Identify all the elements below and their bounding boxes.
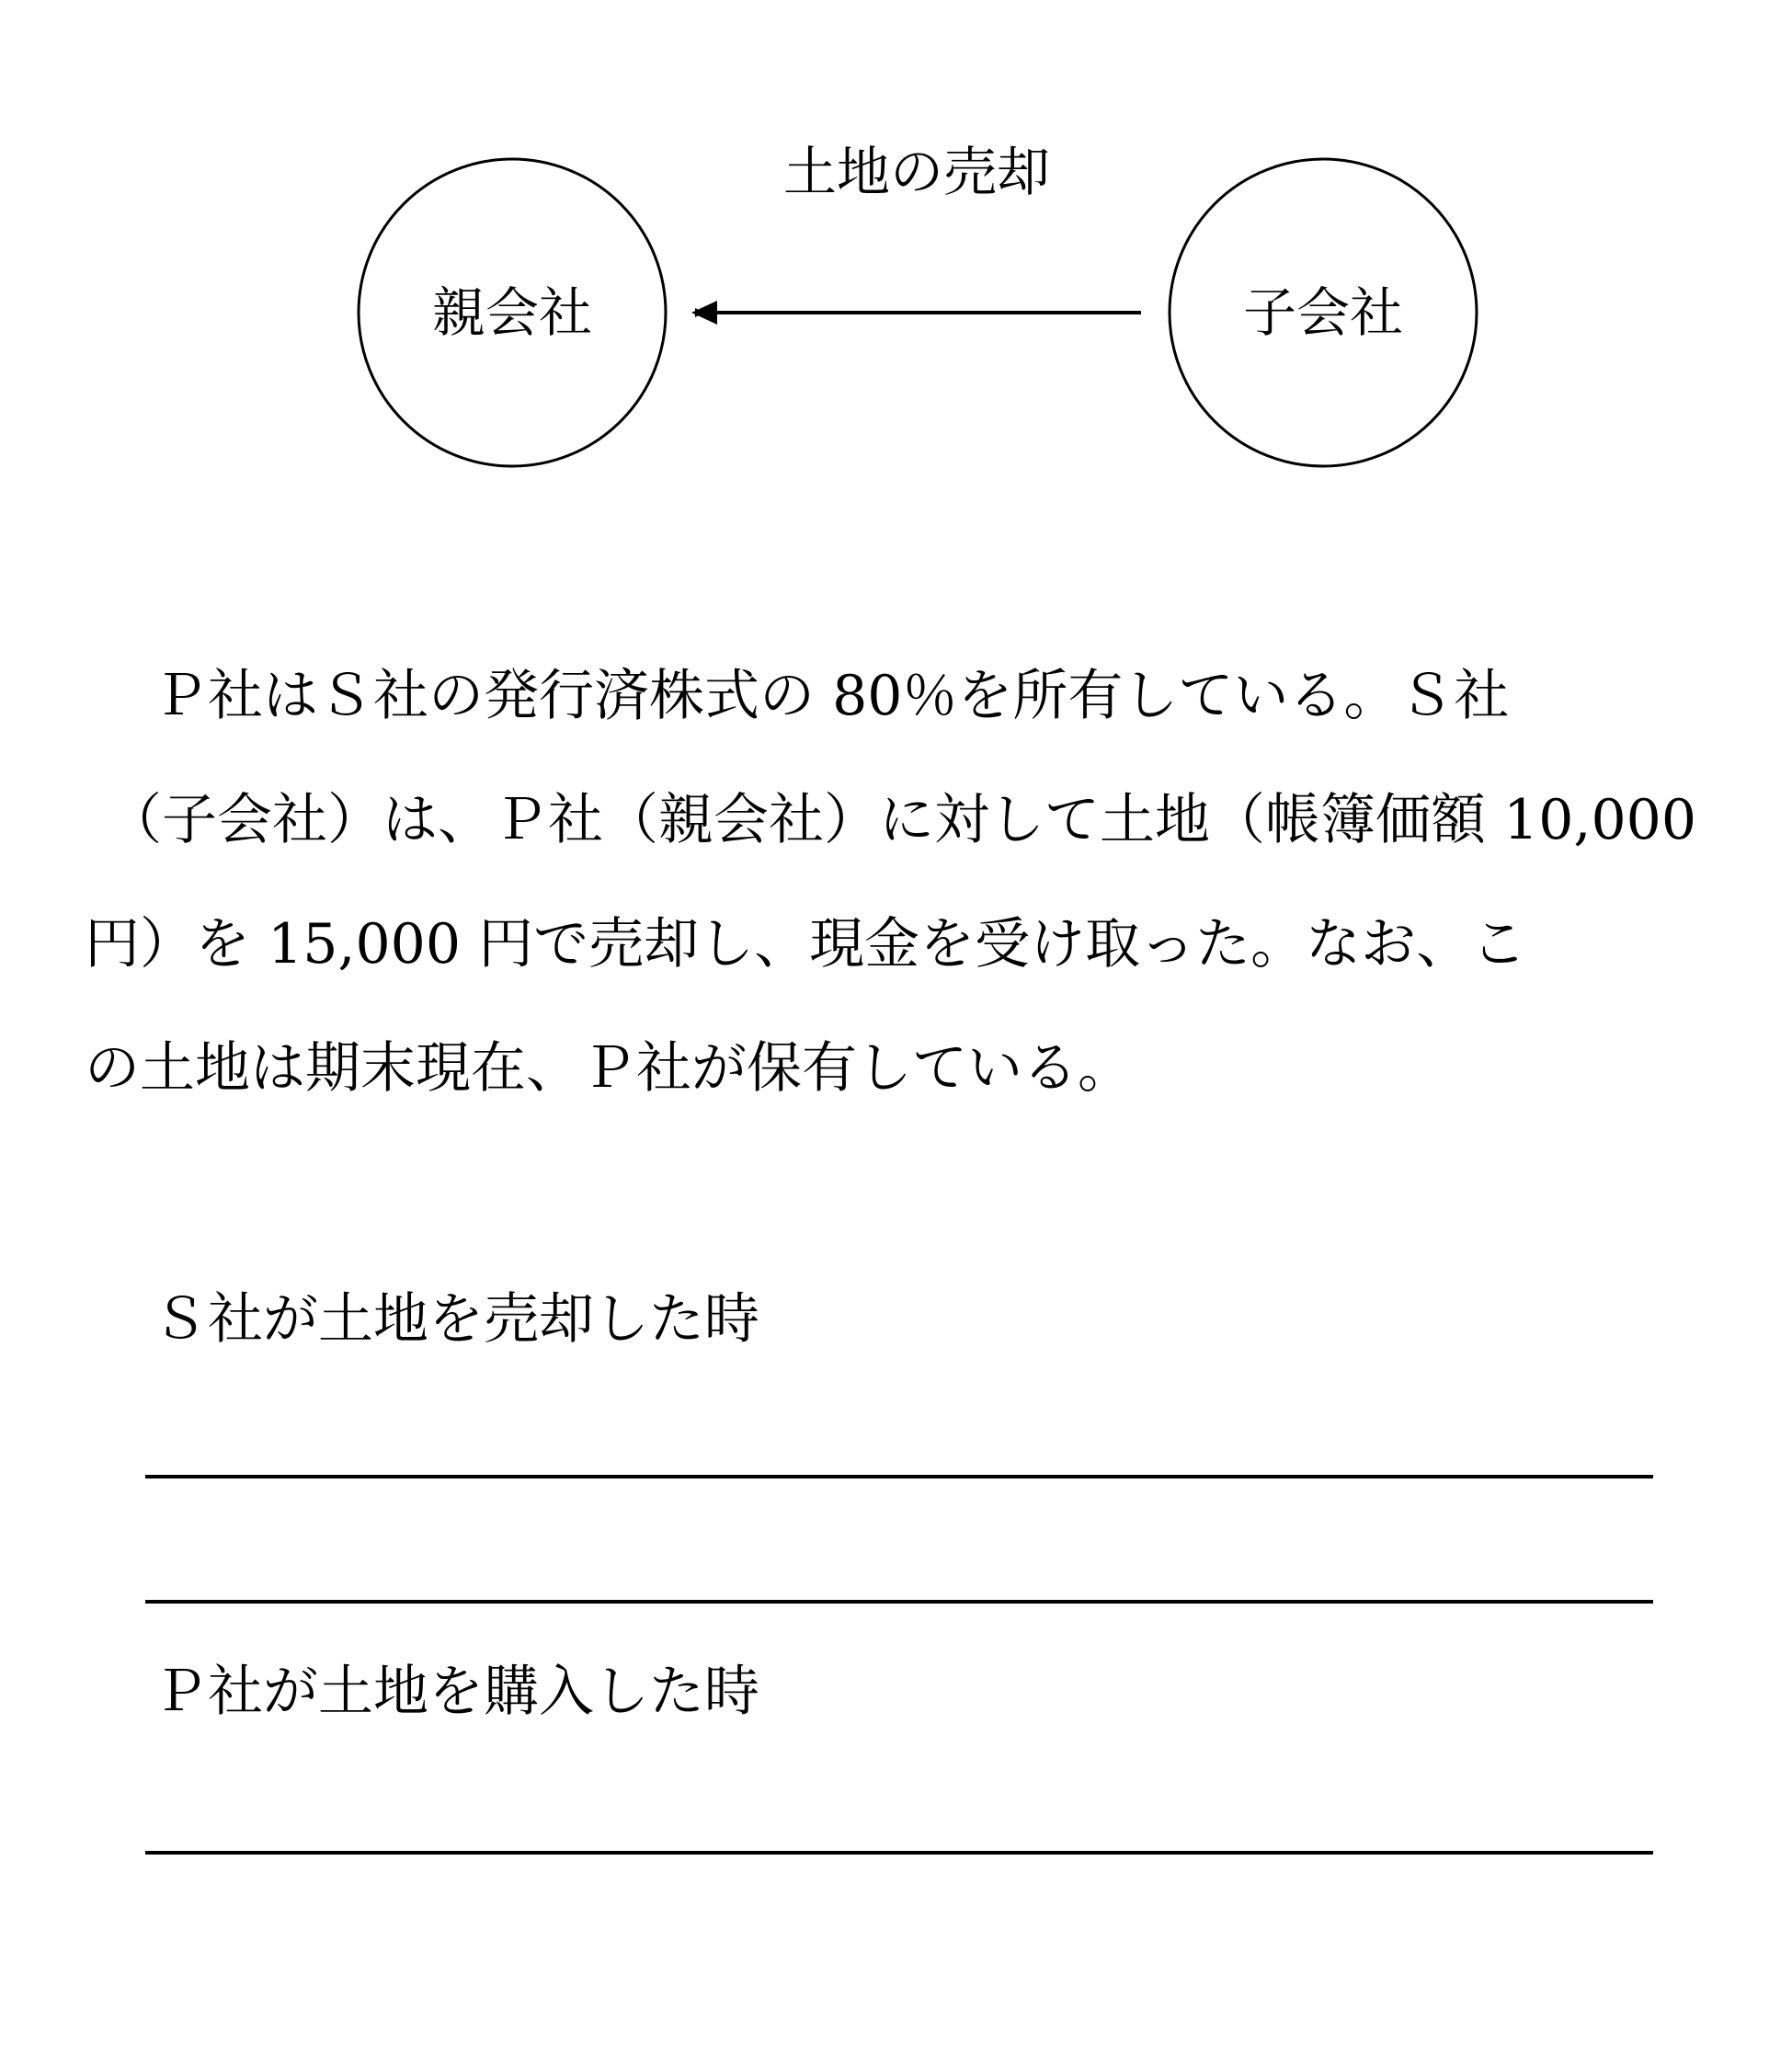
section-heading-p-purchase: Ｐ社が土地を購入した時 bbox=[153, 1660, 759, 1724]
answer-line[interactable] bbox=[145, 1600, 1653, 1604]
arrow-label: 土地の売却 bbox=[782, 141, 1051, 203]
parent-company-label: 親会社 bbox=[431, 281, 593, 344]
problem-line-2: （子会社）は、Ｐ社（親会社）に対して土地（帳簿価額 10,000 bbox=[107, 788, 1697, 852]
problem-line-3: 円）を 15,000 円で売却し、現金を受け取った。なお、こ bbox=[85, 912, 1527, 976]
problem-line-4: の土地は期末現在、Ｐ社が保有している。 bbox=[85, 1036, 1133, 1101]
transaction-diagram bbox=[0, 0, 1792, 515]
problem-line-1: Ｐ社はＳ社の発行済株式の 80％を所有している。Ｓ社 bbox=[153, 664, 1510, 728]
sale-arrow-head bbox=[691, 301, 717, 325]
section-heading-s-sale: Ｓ社が土地を売却した時 bbox=[153, 1287, 759, 1352]
answer-line[interactable] bbox=[145, 1851, 1653, 1855]
answer-line[interactable] bbox=[145, 1475, 1653, 1478]
subsidiary-label: 子会社 bbox=[1242, 281, 1404, 344]
